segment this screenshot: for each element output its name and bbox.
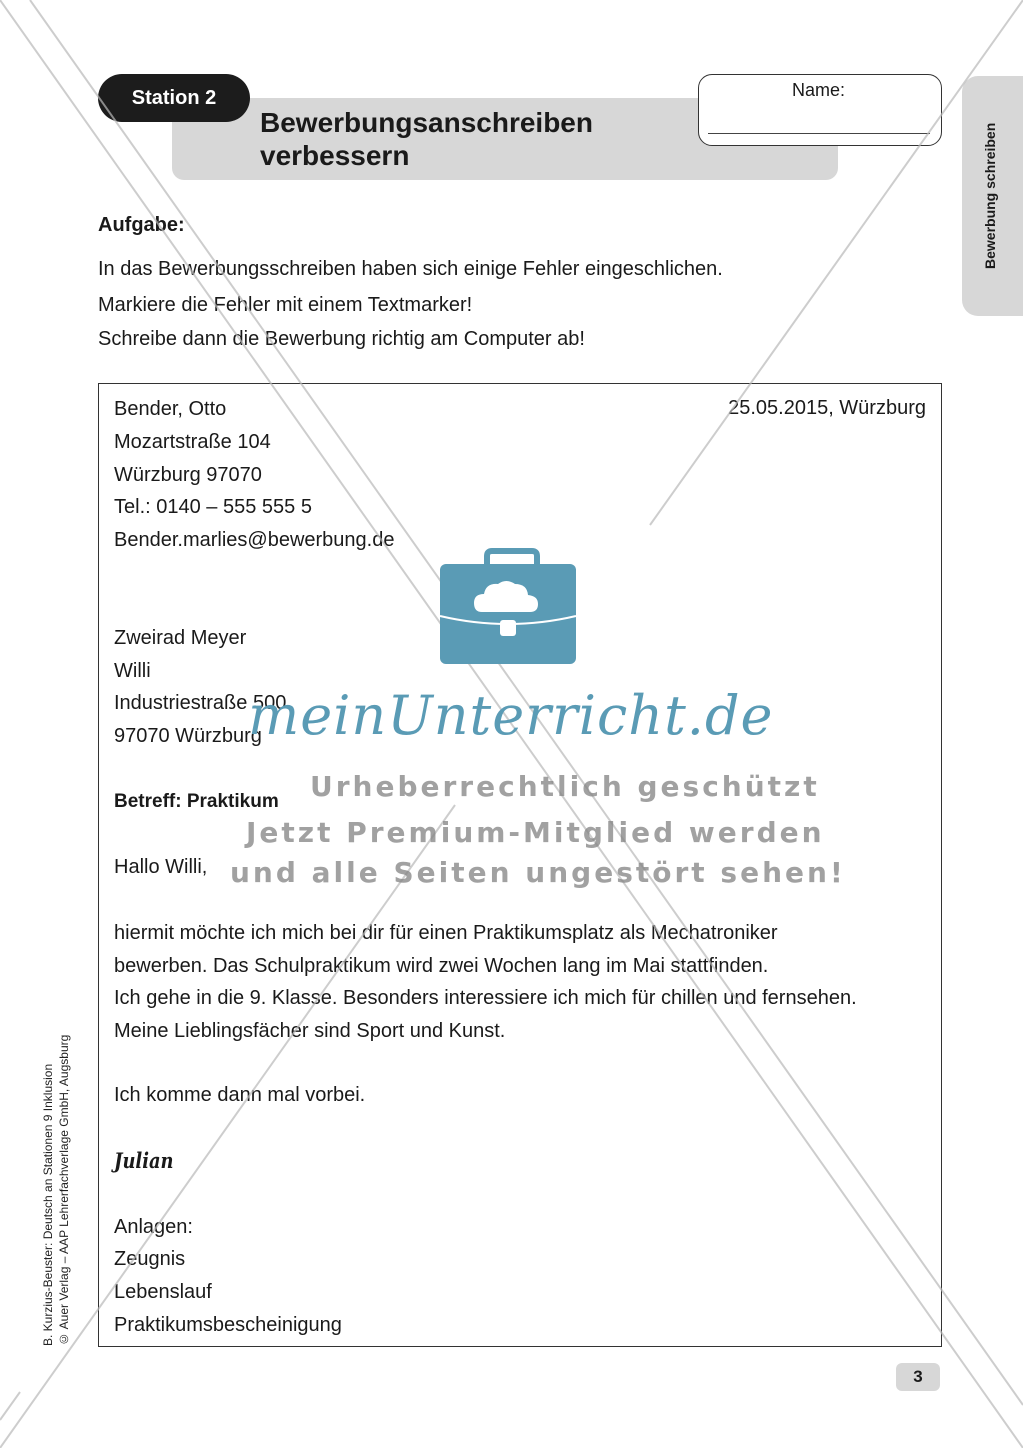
sender-line: Würzburg 97070 (114, 464, 262, 486)
letter-subject: Betreff: Praktikum (114, 791, 279, 812)
watermark-line (650, 0, 1023, 525)
sender-line: Tel.: 0140 – 555 555 5 (114, 496, 312, 518)
credit-line: B. Kurzius-Beuster: Deutsch an Stationen 9 Inklusion (41, 1063, 55, 1346)
sender-email: Bender.marlies@bewerbung.de (114, 529, 395, 551)
sender-line: Mozartstraße 104 (114, 431, 271, 453)
recipient-line: 97070 Würzburg (114, 725, 262, 747)
sender-line: Bender, Otto (114, 398, 227, 420)
recipient-line: Zweirad Meyer (114, 627, 247, 649)
recipient-line: Willi (114, 660, 151, 682)
letter-closing: Ich komme dann mal vorbei. (114, 1084, 366, 1106)
copyright-credit (40, 990, 84, 1346)
chapter-tab-label: Bewerbung schreiben (982, 122, 998, 270)
page-number: 3 (896, 1363, 940, 1391)
body-line: Meine Lieblingsfächer sind Sport und Kunst. (114, 1020, 506, 1042)
station-badge: Station 2 (98, 74, 250, 122)
credit-line: © Auer Verlag – AAP Lehrerfachverlage GmbH, Augsburg (57, 1034, 71, 1346)
attachment-item: Praktikumsbescheinigung (114, 1314, 342, 1336)
recipient-line: Industriestraße 500 (114, 692, 287, 714)
title-line-2: verbessern (260, 140, 410, 171)
task-line: Schreibe dann die Bewerbung richtig am Computer ab! (98, 328, 585, 350)
watermark-logo: meinUnterricht.de (248, 684, 774, 747)
attachments-label: Anlagen: (114, 1216, 193, 1238)
attachment-item: Lebenslauf (114, 1281, 212, 1303)
letter-greeting: Hallo Willi, (114, 856, 208, 878)
watermark-line-2: Jetzt Premium-Mitglied werden (246, 816, 825, 849)
title-line-1: Bewerbungsanschreiben (260, 107, 593, 138)
name-label: Name: (792, 80, 846, 100)
task-line: In das Bewerbungsschreiben haben sich einige Fehler eingeschlichen. (98, 258, 723, 280)
body-line: Ich gehe in die 9. Klasse. Besonders interessiere ich mich für chillen und fernsehen. (114, 987, 857, 1009)
watermark-line-3: und alle Seiten ungestört sehen! (230, 856, 846, 889)
watermark-line-1: Urheberrechtlich geschützt (310, 770, 820, 803)
attachment-item: Zeugnis (114, 1248, 186, 1270)
task-heading: Aufgabe: (98, 214, 185, 236)
body-line: hiermit möchte ich mich bei dir für einen Praktikumsplatz als Mechatroniker (114, 922, 778, 944)
briefcase-icon (440, 551, 576, 664)
body-line: bewerben. Das Schulpraktikum wird zwei Wochen lang im Mai stattfinden. (114, 955, 769, 977)
watermark-line (0, 1392, 20, 1420)
letter-date: 25.05.2015, Würzburg (728, 397, 926, 419)
task-line: Markiere die Fehler mit einem Textmarker! (98, 294, 473, 316)
signature: Julian (114, 1148, 174, 1173)
